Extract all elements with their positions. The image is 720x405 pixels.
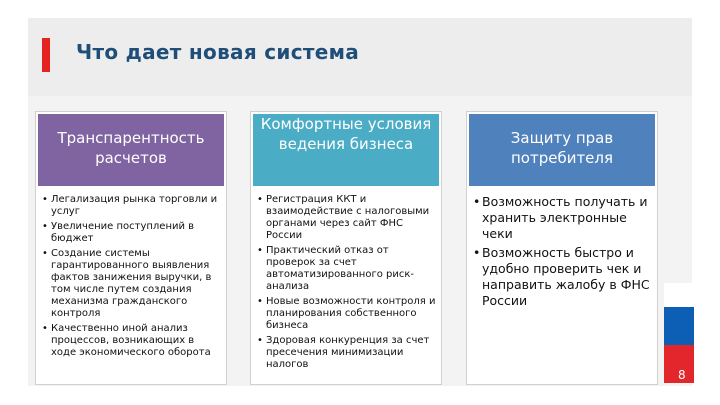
list-item: • Увеличение поступлений в бюджет (42, 221, 222, 245)
list-item: • Возможность получать и хранить электронные чеки (473, 194, 653, 242)
column-business-list (257, 194, 437, 371)
page-number: 8 (678, 368, 686, 382)
column-business-header: Комфортные условия ведения бизнеса (251, 112, 441, 188)
list-item: • Здоровая конкуренция за счет пресечения минимизации налогов (257, 335, 437, 371)
slide-title: Что дает новая система (76, 40, 360, 64)
column-consumer (466, 111, 658, 385)
title-accent-bar (42, 38, 50, 72)
list-item: • Качественно иной анализ процессов, возникающих в ходе экономического оборота (42, 323, 222, 359)
column-transparency (35, 111, 227, 385)
list-item: • Возможность быстро и удобно проверить чек и направить жалобу в ФНС России (473, 245, 653, 309)
column-consumer-list (473, 194, 653, 309)
column-transparency-header: Транспарентность расчетов (36, 112, 226, 188)
list-item: • Новые возможности контроля и планирования собственного бизнеса (257, 296, 437, 332)
list-item: • Практический отказ от проверок за счет автоматизированного риск-анализа (257, 245, 437, 293)
column-business (250, 111, 442, 385)
list-item: • Легализация рынка торговли и услуг (42, 194, 222, 218)
list-item: • Регистрация ККТ и взаимодействие с налоговыми органами через сайт ФНС России (257, 194, 437, 242)
list-item: • Создание системы гарантированного выявления фактов занижения выручки, в том числе путем создания механизма гражданского контроля (42, 248, 222, 320)
column-consumer-header: Защиту прав потребителя (467, 112, 657, 188)
column-transparency-list (42, 194, 222, 359)
